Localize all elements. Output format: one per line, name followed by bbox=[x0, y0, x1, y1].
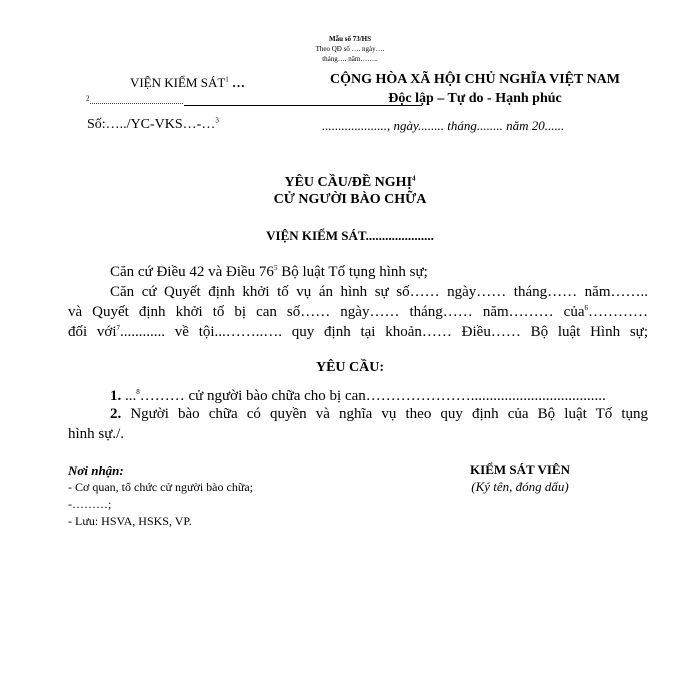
item-number: 1. bbox=[110, 388, 122, 404]
national-slogan: Độc lập – Tự do - Hạnh phúc bbox=[388, 91, 562, 106]
recipients-heading: Nơi nhận: bbox=[68, 463, 124, 478]
footnote-marker: 4 bbox=[412, 174, 416, 183]
national-motto bbox=[320, 70, 630, 108]
document-number-text: Số:…../YC-VKS…-… bbox=[87, 117, 216, 132]
request-item-1 bbox=[68, 388, 648, 405]
title-line-1 bbox=[150, 174, 550, 191]
recipient-item: - Lưu: HSVA, HSKS, VP. bbox=[68, 514, 192, 528]
form-number: Mẫu số 73/HS bbox=[328, 35, 371, 43]
agency-tail: … bbox=[228, 75, 246, 90]
legal-basis-2: Căn cứ Quyết định khởi tố vụ án hình sự số…… ngày…… tháng…… năm…….. bbox=[110, 284, 648, 300]
request-item-2-cont: hình sự./. bbox=[68, 426, 125, 442]
text: Người bào chữa có quyền và nghĩa vụ theo quy định của Bộ luật Tố tụng bbox=[121, 406, 648, 422]
agency-dots: ............................................... bbox=[89, 97, 184, 106]
recipients bbox=[68, 462, 253, 530]
document-number bbox=[87, 117, 219, 133]
agency-label: VIỆN KIỂM SÁT bbox=[129, 75, 226, 90]
date-text: , ngày........ tháng........ năm 20...... bbox=[387, 118, 565, 133]
signer-title: KIỂM SÁT VIÊN bbox=[470, 462, 570, 477]
footnote-marker: 1 bbox=[225, 75, 229, 84]
form-reference bbox=[300, 34, 400, 64]
legal-basis-3 bbox=[68, 304, 648, 321]
requests-heading: YÊU CẦU: bbox=[315, 360, 385, 375]
agency-name bbox=[100, 75, 275, 91]
text: và Quyết định khởi tố bị can số…… ngày…… tháng…… năm……… của bbox=[68, 304, 585, 320]
title-text: YÊU CẦU/ĐỀ NGHỊ bbox=[284, 175, 413, 190]
title-line-2: CỬ NGƯỜI BÀO CHỮA bbox=[273, 192, 427, 207]
date-line bbox=[322, 118, 564, 134]
footnote-marker: 2 bbox=[86, 94, 90, 103]
signature-block bbox=[440, 461, 600, 495]
text: Bộ luật Tố tụng hình sự; bbox=[277, 264, 428, 280]
legal-basis-1 bbox=[68, 264, 648, 281]
text: ………… bbox=[588, 304, 648, 320]
footnote-marker: 7 bbox=[116, 324, 121, 332]
footnote-marker: 8 bbox=[136, 388, 140, 396]
item-number: 2. bbox=[110, 406, 122, 422]
recipient-item: -………; bbox=[68, 497, 112, 511]
form-decision: Theo QĐ số …. ngày…. bbox=[315, 45, 385, 53]
text: ............ về tội...……..…. quy định tại khoản…… Điều…… Bộ luật Hình sự; bbox=[120, 324, 648, 340]
legal-basis-4 bbox=[68, 324, 648, 341]
addressee-line: VIỆN KIỂM SÁT..................... bbox=[266, 228, 434, 243]
recipient-item: - Cơ quan, tổ chức cử người bào chữa; bbox=[68, 480, 253, 494]
text: ……… cử người bào chữa cho bị can………………….................................... bbox=[139, 388, 606, 404]
place-dots: .................... bbox=[322, 118, 387, 133]
footnote-marker: 5 bbox=[273, 264, 278, 272]
national-name: CỘNG HÒA XÃ HỘI CHỦ NGHĨA VIỆT NAM bbox=[329, 72, 620, 87]
footnote-marker: 6 bbox=[584, 304, 588, 312]
text: đối với bbox=[68, 324, 117, 340]
document-title bbox=[150, 174, 550, 208]
signature-note: (Ký tên, đóng dấu) bbox=[471, 479, 569, 494]
text: ... bbox=[121, 388, 137, 404]
request-item-2 bbox=[68, 406, 648, 423]
text: Căn cứ Điều 42 và Điều 76 bbox=[110, 264, 274, 280]
form-month-year: tháng…. năm…….. bbox=[322, 55, 378, 63]
footnote-marker: 3 bbox=[215, 116, 219, 125]
